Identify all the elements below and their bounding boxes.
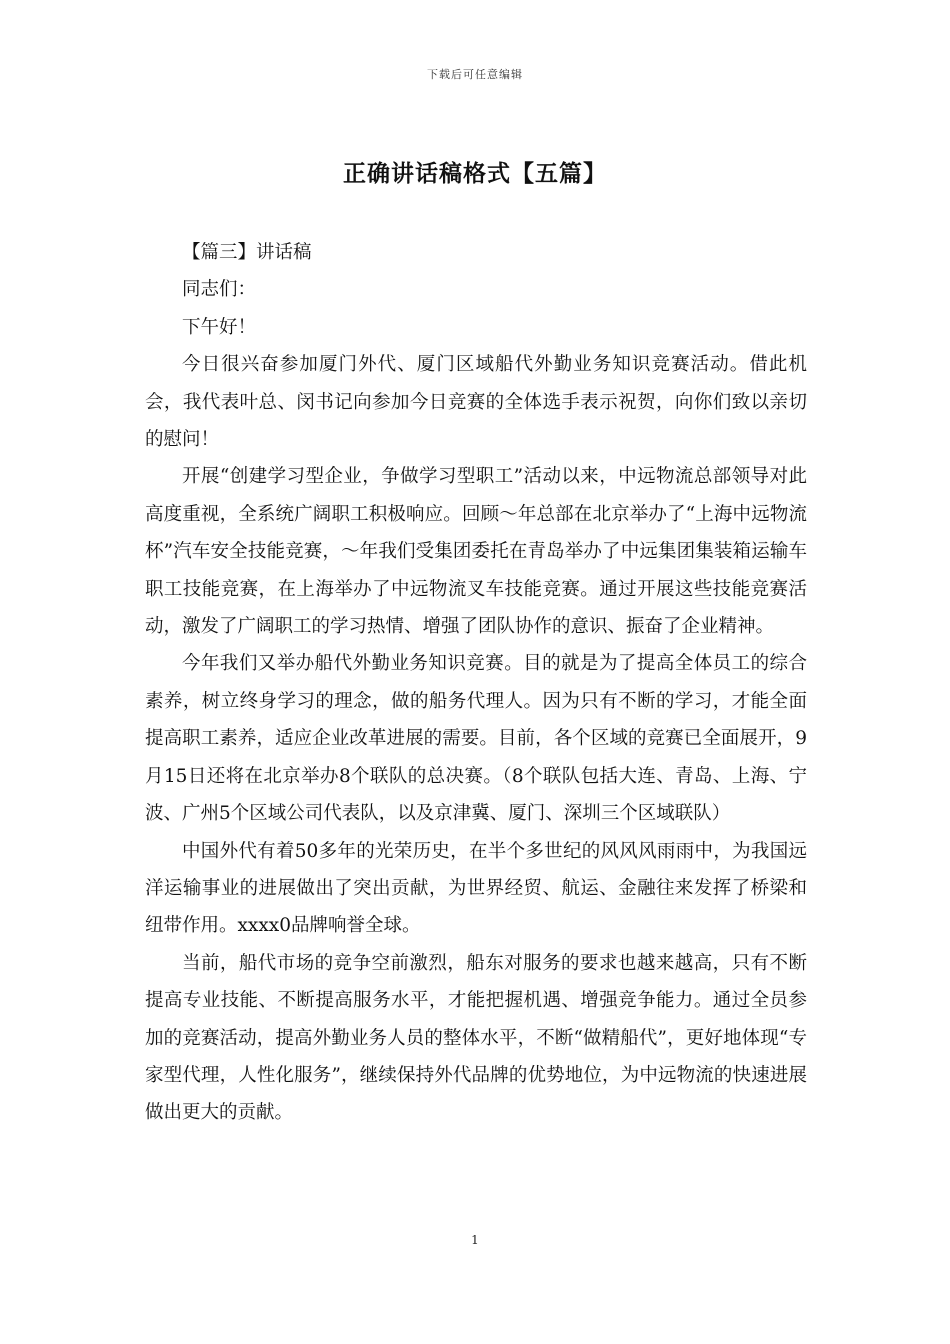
page-number: 1 xyxy=(471,1233,479,1247)
section-heading: 【篇三】讲话稿 xyxy=(182,242,312,263)
body-paragraph: 中国外代有着50多年的光荣历史，在半个多世纪的风风风雨雨中，为我国远洋运输事业的进展做出了突出贡献，为世界经贸、航运、金融往来发挥了桥梁和纽带作用。xxxx0品牌响誉全球。 xyxy=(145,840,807,937)
body-paragraph: 今年我们又举办船代外勤业务知识竞赛。目的就是为了提高全体员工的综合素养，树立终身学习的理念，做的船务代理人。因为只有不断的学习，才能全面提高职工素养，适应企业改革进展的需要。目前，各个区域的竞赛已全面展开，9月15日还将在北京举办8个联队的总决赛。（8个联队包括大连、青岛、上海、宁波、广州5个区域公司代表队，以及京津冀、厦门、深圳三个区域联队） xyxy=(145,653,807,825)
salutation: 同志们： xyxy=(182,279,257,301)
header-note: 下载后可任意编辑 xyxy=(427,68,523,81)
body-paragraph: 开展“创建学习型企业，争做学习型职工”活动以来，中远物流总部领导对此高度重视，全系统广阔职工积极响应。回顾～年总部在北京举办了“上海中远物流杯”汽车安全技能竞赛，～年我们受集团委托在青岛举办了中远集团集装箱运输车职工技能竞赛，在上海举办了中远物流叉车技能竞赛。通过开展这些技能竞赛活动，激发了广阔职工的学习热情、增强了团队协作的意识、振奋了企业精神。 xyxy=(145,466,807,638)
document-body xyxy=(145,234,807,1132)
greeting: 下午好！ xyxy=(182,316,257,338)
document-title: 正确讲话稿格式【五篇】 xyxy=(343,161,607,187)
body-paragraph: 今日很兴奋参加厦门外代、厦门区域船代外勤业务知识竞赛活动。借此机会，我代表叶总、闵书记向参加今日竞赛的全体选手表示祝贺，向你们致以亲切的慰问！ xyxy=(145,354,807,451)
body-paragraph: 当前，船代市场的竞争空前激烈，船东对服务的要求也越来越高，只有不断提高专业技能、不断提高服务水平，才能把握机遇、增强竞争能力。通过全员参加的竞赛活动，提高外勤业务人员的整体水平，不断“做精船代”，更好地体现“专家型代理，人性化服务”，继续保持外代品牌的优势地位，为中远物流的快速进展做出更大的贡献。 xyxy=(145,952,807,1124)
